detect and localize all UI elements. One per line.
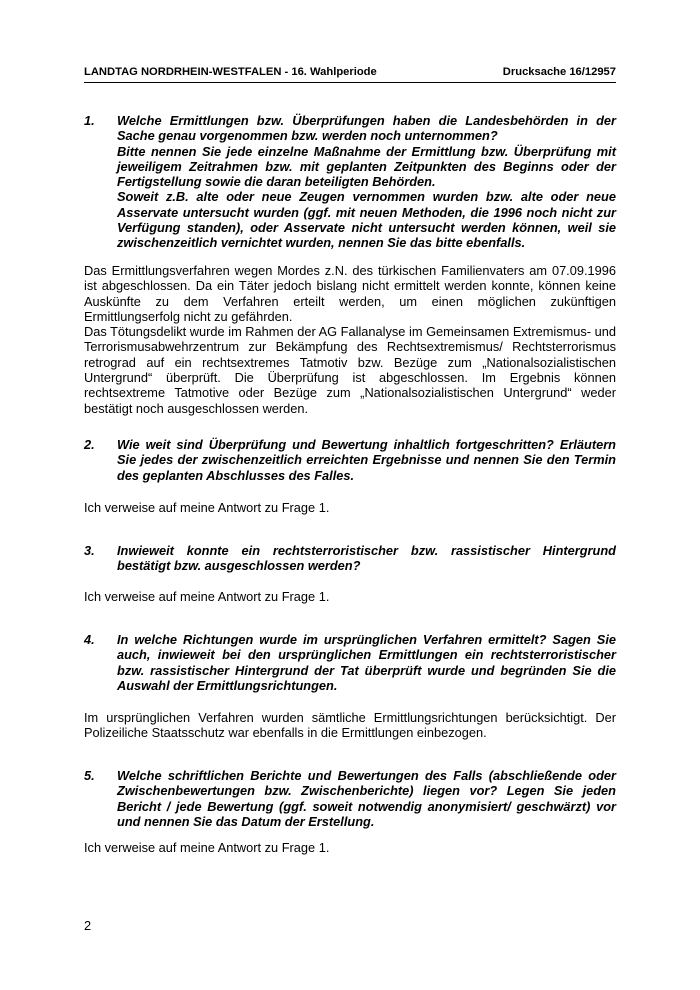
answer-3 (84, 589, 616, 604)
question-number: 5. (84, 768, 95, 783)
question-text: Wie weit sind Überprüfung und Bewertung inhaltlich fortgeschritten? Erläutern Sie jedes der zwischenzeitlich erreichten Ergebnisse und nennen Sie den Termin des geplanten Abschlusses des Falles. (117, 437, 616, 483)
answer-text: Das Ermittlungsverfahren wegen Mordes z.N. des türkischen Familienvaters am 07.09.1996 ist abgeschlossen. Da ein Täter jedoch bislang nicht ermittelt werden konnte, können keine Auskünfte zu dem Verfahren erteilt werden, um einen möglichen zukünftigen Ermittlungserfolg nicht zu gefährden. (84, 263, 616, 324)
question-number: 2. (84, 437, 95, 452)
question-text: Soweit z.B. alte oder neue Zeugen vernommen wurden bzw. alte oder neue Asservate untersucht wurden (ggf. mit neuen Methoden, die 1996 noch nicht zur Verfügung standen), oder Asservate nicht untersucht werden können, weil sie zwischenzeitlich vernichtet wurden, nennen Sie das bitte ebenfalls. (117, 189, 616, 251)
answer-text: Im ursprünglichen Verfahren wurden sämtliche Ermittlungsrichtungen berücksichtigt. Der Polizeiliche Staatsschutz war ebenfalls in die Ermittlungen einbezogen. (84, 710, 616, 741)
question-number: 3. (84, 543, 95, 558)
question-text: Welche Ermittlungen bzw. Überprüfungen haben die Landesbehörden in der Sache genau vorgenommen bzw. werden noch unternommen? (117, 113, 616, 144)
answer-text: Ich verweise auf meine Antwort zu Frage 1. (84, 840, 330, 855)
question-4 (84, 632, 616, 693)
question-text: Inwieweit konnte ein rechtsterroristischer bzw. rassistischer Hintergrund bestätigt bzw. ausgeschlossen werden? (117, 543, 616, 574)
question-text: In welche Richtungen wurde im ursprünglichen Verfahren ermittelt? Sagen Sie auch, inwieweit bei den ursprünglichen Ermittlungen ein rechtsterroristischer bzw. rassistischer Hintergrund der Tat überprüft wurde und begründen Sie die Auswahl der Ermittlungsrichtungen. (117, 632, 616, 693)
question-5 (84, 768, 616, 829)
question-text: Welche schriftlichen Berichte und Bewertungen des Falls (abschließende oder Zwischenbewertungen bzw. Zwischenberichte) liegen vor? Legen Sie jeden Bericht / jede Bewertung (ggf. soweit notwendig anonymisiert/ geschwärzt) vor und nennen Sie das Datum der Erstellung. (117, 768, 616, 829)
page-header (84, 66, 616, 83)
answer-text: Das Tötungsdelikt wurde im Rahmen der AG Fallanalyse im Gemeinsamen Extremismus- und Terrorismusabwehrzentrum zur Bekämpfung des Rechtsextremismus/ Rechtsterrorismus retrograd auf ein rechtsextremes Tatmotiv bzw. Bezüge zum „Nationalsozialistischen Untergrund“ überprüft. Die Überprüfung ist abgeschlossen. Im Ergebnis können rechtsextreme Tatmotive oder Bezüge zum „Nationalsozialistischen Untergrund“ weder bestätigt noch ausgeschlossen werden. (84, 324, 616, 416)
answer-4 (84, 710, 616, 741)
header-title: LANDTAG NORDRHEIN-WESTFALEN - 16. Wahlperiode (84, 66, 377, 78)
question-number: 4. (84, 632, 95, 647)
header-document-number: Drucksache 16/12957 (502, 66, 616, 78)
answer-2 (84, 500, 616, 515)
answer-text: Ich verweise auf meine Antwort zu Frage 1. (84, 589, 330, 604)
question-text: Bitte nennen Sie jede einzelne Maßnahme der Ermittlung bzw. Überprüfung mit jeweiligem Zeitrahmen bzw. mit geplanten Zeitpunkten des Beginns oder der Fertigstellung sowie die daran beteiligten Behörden. (117, 143, 616, 190)
question-2 (84, 437, 616, 483)
answer-5 (84, 840, 616, 855)
question-1 (84, 113, 616, 251)
answer-text: Ich verweise auf meine Antwort zu Frage 1. (84, 500, 330, 515)
question-number: 1. (84, 113, 95, 128)
question-3 (84, 543, 616, 574)
page-number: 2 (84, 918, 92, 933)
answer-1 (84, 263, 616, 416)
